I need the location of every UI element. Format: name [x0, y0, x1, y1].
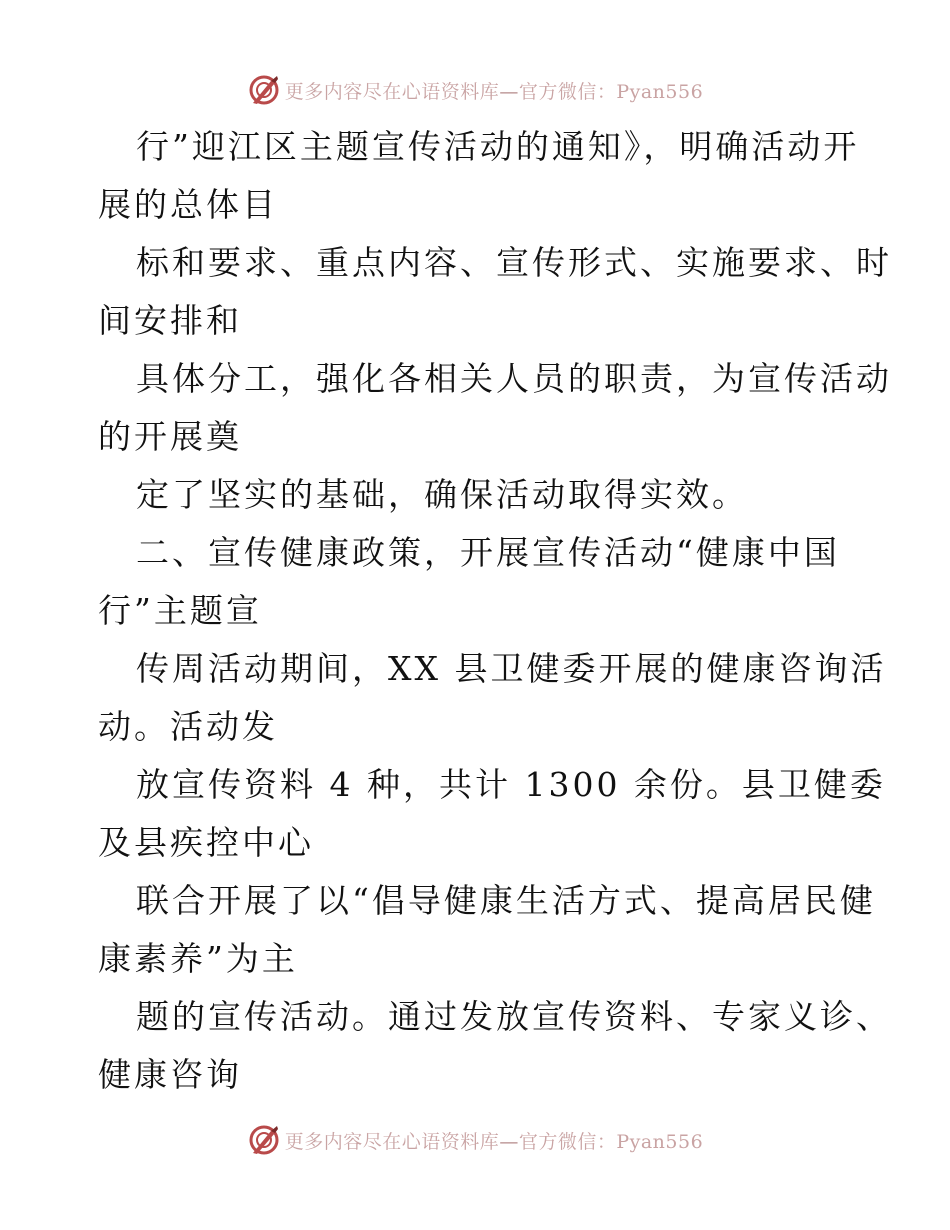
- body-line: 展的总体目: [98, 185, 278, 224]
- body-line: 间安排和: [98, 301, 242, 340]
- body-line: 联合开展了以“倡导健康生活方式、提高居民健: [136, 881, 876, 920]
- banner-wechat-id: Pyan556: [616, 80, 704, 103]
- body-line: 放宣传资料 4 种，共计 1300 余份。县卫健委: [136, 765, 886, 804]
- body-line: 行”主题宣: [98, 591, 262, 630]
- banner-slogan: 更多内容尽在心语资料库: [284, 80, 500, 103]
- body-line: 行”迎江区主题宣传活动的通知》，明确活动开: [136, 127, 860, 166]
- body-line: 的开展奠: [98, 417, 242, 456]
- banner-slogan: 更多内容尽在心语资料库: [284, 1130, 500, 1153]
- banner-separator: —: [499, 80, 519, 103]
- body-line: 标和要求、重点内容、宣传形式、实施要求、时: [136, 243, 892, 282]
- banner-wechat-id: Pyan556: [616, 1130, 704, 1153]
- body-line: 康素养”为主: [98, 939, 298, 978]
- header-banner: [0, 70, 950, 110]
- body-line: 具体分工，强化各相关人员的职责，为宣传活动: [136, 359, 892, 398]
- pen-logo-icon: [247, 1123, 281, 1157]
- banner-wechat-label: 官方微信：: [518, 1130, 617, 1153]
- pen-logo-icon: [247, 73, 281, 107]
- banner-separator: —: [499, 1130, 519, 1153]
- body-line: 健康咨询: [98, 1055, 242, 1094]
- footer-banner: [0, 1120, 950, 1160]
- body-line: 及县疾控中心: [98, 823, 314, 862]
- banner-text: [285, 77, 703, 104]
- body-line: 二、宣传健康政策，开展宣传活动“健康中国: [136, 533, 840, 572]
- body-line: 定了坚实的基础，确保活动取得实效。: [136, 475, 748, 514]
- body-line: 传周活动期间，XX 县卫健委开展的健康咨询活: [136, 649, 887, 688]
- body-text: [98, 118, 892, 1104]
- body-line: 动。活动发: [98, 707, 278, 746]
- body-line: 题的宣传活动。通过发放宣传资料、专家义诊、: [136, 997, 892, 1036]
- banner-text: [285, 1127, 703, 1154]
- banner-wechat-label: 官方微信：: [518, 80, 617, 103]
